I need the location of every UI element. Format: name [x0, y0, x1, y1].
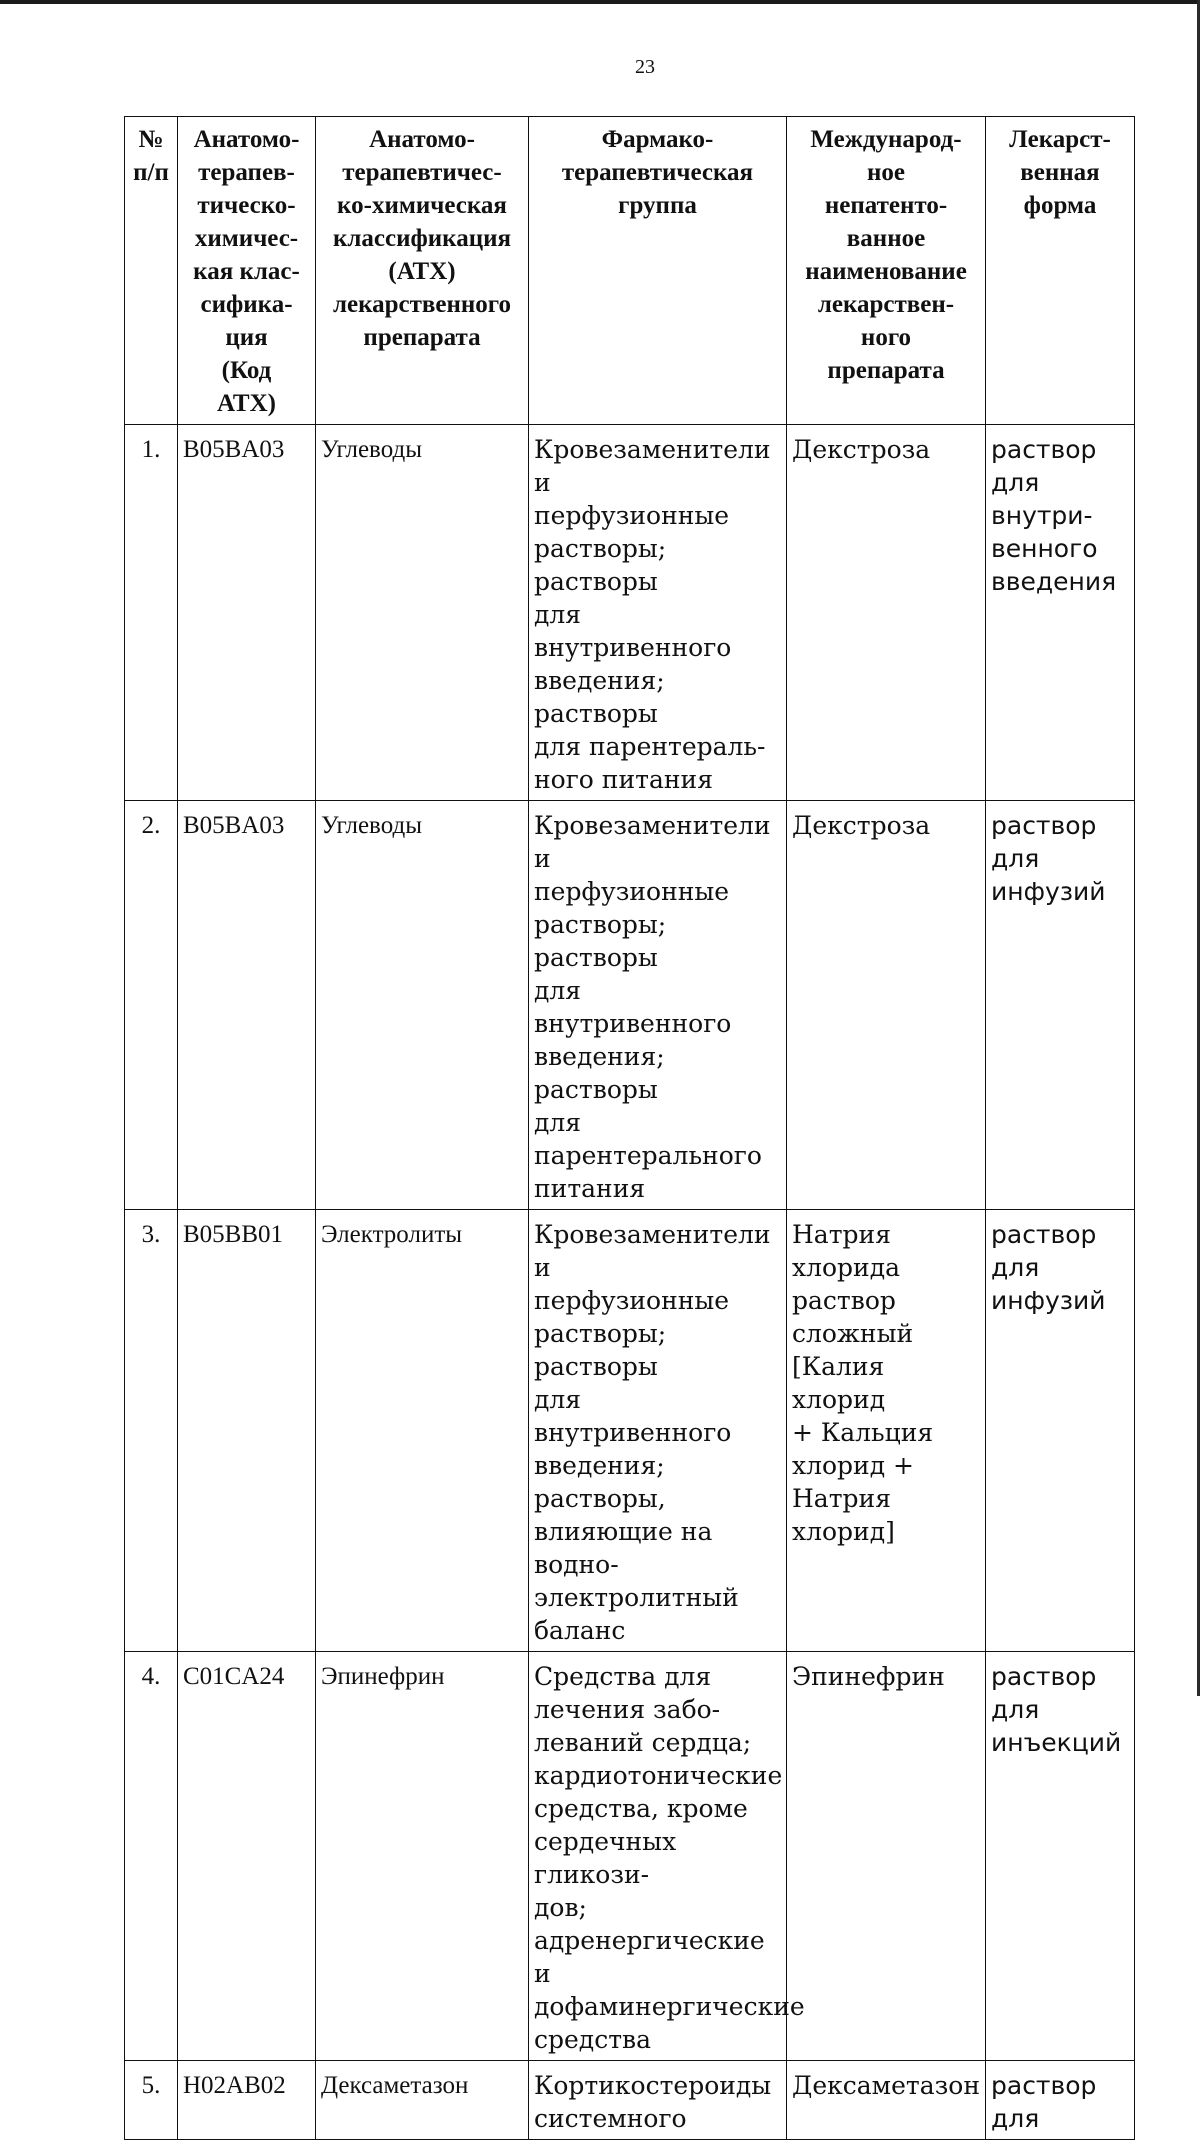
header-atc-code [178, 117, 316, 425]
atc-code: H02AB02 [178, 2061, 316, 2140]
cell-line: Кровезаменители и [534, 1220, 771, 1282]
cell-line: Кортикостероиды [534, 2071, 772, 2100]
cell-line: инъекций [991, 1728, 1122, 1757]
dosage-form [986, 1210, 1135, 1652]
cell-line: растворы; растворы [534, 1319, 667, 1381]
header-line: венная [1020, 159, 1100, 186]
cell-line: для внутривенного [534, 976, 732, 1038]
header-line: наименование [805, 258, 967, 285]
header-line: терапев- [198, 159, 295, 186]
cell-line: введения; растворы [534, 1042, 665, 1104]
header-line: препарата [827, 357, 945, 384]
dosage-form [986, 425, 1135, 801]
cell-line: раствор [991, 811, 1097, 840]
cell-line: раствор [991, 1220, 1097, 1249]
dosage-form [986, 2061, 1135, 2140]
cell-line: Дексаметазон [792, 2071, 980, 2100]
cell-line: введения; растворы [534, 666, 665, 728]
row-number: 3. [125, 1210, 178, 1652]
cell-line: кардиотонические [534, 1761, 783, 1790]
atc-classification: Электролиты [316, 1210, 529, 1652]
cell-line: сложный [792, 1319, 914, 1348]
cell-line: леваний сердца; [534, 1728, 752, 1757]
header-line: ного [860, 324, 912, 351]
header-line: непатенто- [824, 192, 948, 219]
atc-code: B05BA03 [178, 801, 316, 1210]
cell-line: для [991, 1253, 1040, 1282]
cell-line: хлорид + [792, 1451, 914, 1480]
cell-line: питания [534, 1174, 646, 1203]
table-row [125, 425, 1135, 801]
header-line: ное [866, 159, 905, 186]
header-num [125, 117, 178, 425]
header-line: Международ- [810, 126, 962, 153]
header-line: сифика- [200, 291, 293, 318]
pharmaco-group [529, 2061, 787, 2140]
header-line: кая клас- [193, 258, 300, 285]
header-line: Анатомо- [193, 126, 300, 153]
inn-name [787, 1210, 986, 1652]
table-row [125, 801, 1135, 1210]
inn-name [787, 1652, 986, 2061]
header-line: Анатомо- [369, 126, 475, 153]
header-line: п/п [133, 159, 169, 186]
cell-line: для [534, 1108, 582, 1137]
row-number: 1. [125, 425, 178, 801]
header-dosage-form [986, 117, 1135, 425]
atc-code: B05BA03 [178, 425, 316, 801]
cell-line: Средства для [534, 1662, 712, 1691]
header-line: № [138, 126, 164, 153]
medication-table [124, 116, 1135, 2140]
cell-line: Кровезаменители и [534, 435, 771, 497]
cell-line: + Кальция [792, 1418, 934, 1447]
cell-line: растворы; растворы [534, 910, 667, 972]
page-number: 23 [635, 56, 655, 78]
cell-line: для [991, 1695, 1040, 1724]
atc-classification: Эпинефрин [316, 1652, 529, 2061]
header-line: АТХ) [217, 390, 276, 417]
atc-classification: Углеводы [316, 425, 529, 801]
atc-classification: Дексаметазон [316, 2061, 529, 2140]
cell-line: Декстроза [792, 811, 931, 840]
header-line: ция [225, 324, 268, 351]
header-line: тическо- [197, 192, 296, 219]
cell-line: венного [991, 534, 1098, 563]
cell-line: [Калия хлорид [792, 1352, 886, 1414]
atc-code: B05BB01 [178, 1210, 316, 1652]
header-line: (АТХ) [388, 258, 456, 285]
table-row [125, 2061, 1135, 2140]
cell-line: для внутривенного [534, 1385, 732, 1447]
inn-name [787, 425, 986, 801]
cell-line: баланс [534, 1616, 626, 1645]
cell-line: раствор [991, 1662, 1097, 1691]
header-line: ванное [846, 225, 926, 252]
cell-line: Натрия [792, 1220, 891, 1249]
dosage-form [986, 1652, 1135, 2061]
cell-line: внутри- [991, 501, 1093, 530]
cell-line: для [991, 844, 1040, 873]
cell-line: раствор [991, 2071, 1097, 2100]
header-line: Фармако- [601, 126, 714, 153]
cell-line: лечения забо- [534, 1695, 721, 1724]
cell-line: влияющие на [534, 1517, 713, 1546]
table-row [125, 1210, 1135, 1652]
cell-line: перфузионные [534, 877, 730, 906]
header-line: препарата [363, 324, 481, 351]
cell-line: Эпинефрин [792, 1662, 945, 1691]
header-atc-classification [316, 117, 529, 425]
dosage-form [986, 801, 1135, 1210]
header-line: форма [1023, 192, 1097, 219]
cell-line: для [991, 2104, 1040, 2133]
cell-line: введения [991, 567, 1117, 596]
header-line: группа [618, 192, 697, 219]
cell-line: хлорида [792, 1253, 900, 1282]
header-row [125, 117, 1135, 425]
cell-line: перфузионные [534, 1286, 730, 1315]
atc-code: C01CA24 [178, 1652, 316, 2061]
row-number: 4. [125, 1652, 178, 2061]
cell-line: раствор [991, 435, 1097, 464]
cell-line: инфузий [991, 1286, 1106, 1315]
header-line: ко-химическая [337, 192, 507, 219]
cell-line: перфузионные [534, 501, 730, 530]
cell-line: для внутривенного [534, 600, 732, 662]
header-line: химичес- [194, 225, 299, 252]
cell-line: инфузий [991, 877, 1106, 906]
cell-line: водно- [534, 1550, 619, 1579]
cell-line: Натрия [792, 1484, 891, 1513]
cell-line: парентерального [534, 1141, 762, 1170]
pharmaco-group [529, 425, 787, 801]
cell-line: адренергические и [534, 1926, 765, 1988]
header-line: классификация [332, 225, 512, 252]
cell-line: дофаминергические [534, 1992, 805, 2021]
header-line: лекарствен- [817, 291, 955, 318]
cell-line: раствор [792, 1286, 896, 1315]
header-pharmaco-group [529, 117, 787, 425]
row-number: 5. [125, 2061, 178, 2140]
header-line: Лекарст- [1009, 126, 1111, 153]
pharmaco-group [529, 1652, 805, 2061]
inn-name [787, 801, 986, 1210]
cell-line: электролитный [534, 1583, 739, 1612]
cell-line: хлорид] [792, 1517, 895, 1546]
cell-line: растворы; растворы [534, 534, 667, 596]
table-row [125, 1652, 1135, 2061]
pharmaco-group [529, 801, 787, 1210]
inn-name [787, 2061, 986, 2140]
header-inn [787, 117, 986, 425]
header-line: терапевтичес- [342, 159, 502, 186]
row-number: 2. [125, 801, 178, 1210]
cell-line: для парентераль- [534, 732, 766, 761]
cell-line: средства, кроме [534, 1794, 748, 1823]
atc-classification: Углеводы [316, 801, 529, 1210]
header-line: (Код [221, 357, 272, 384]
header-line: терапевтическая [561, 159, 754, 186]
cell-line: для [991, 468, 1040, 497]
cell-line: Кровезаменители и [534, 811, 771, 873]
cell-line: системного [534, 2104, 687, 2133]
cell-line: введения; растворы, [534, 1451, 666, 1513]
cell-line: средства [534, 2025, 652, 2054]
cell-line: сердечных гликози- [534, 1827, 677, 1889]
cell-line: Декстроза [792, 435, 931, 464]
header-line: лекарственного [332, 291, 512, 318]
pharmaco-group [529, 1210, 787, 1652]
cell-line: дов; [534, 1893, 587, 1922]
cell-line: ного питания [534, 765, 713, 794]
scan-border-top [0, 0, 1200, 4]
